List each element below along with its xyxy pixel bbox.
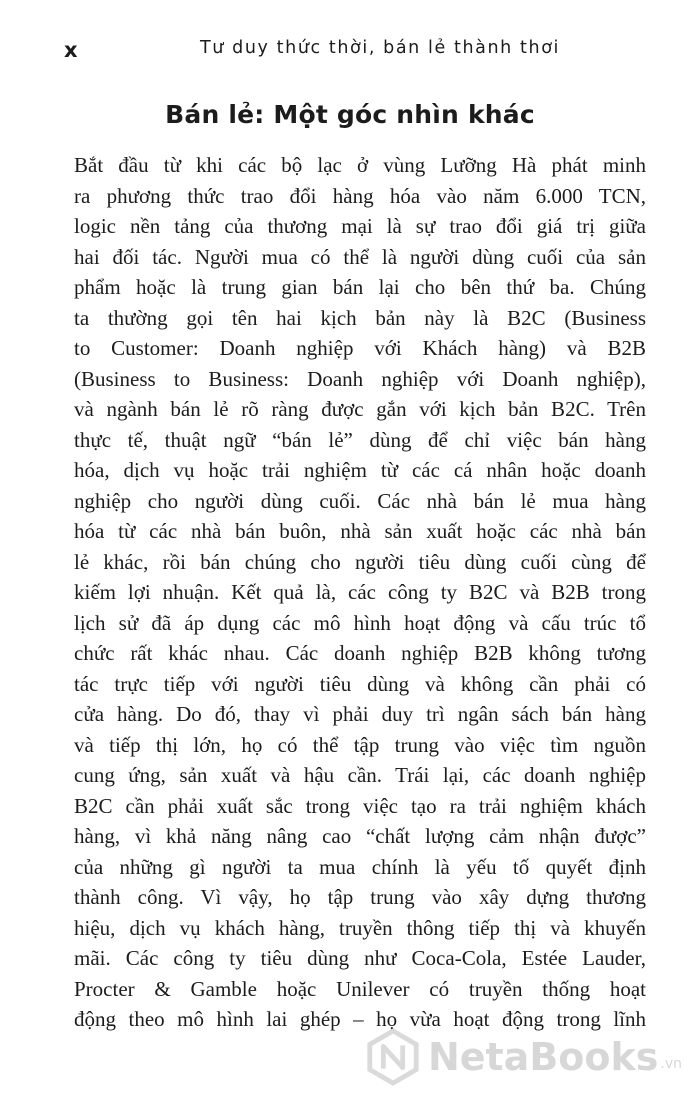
text-line: logic nền tảng của thương mại là sự trao đổi giá trị giữa <box>74 214 646 238</box>
text-line: thực tế, thuật ngữ “bán lẻ” dùng để chỉ việc bán hàng <box>74 427 646 452</box>
text-line: cung ứng, sản xuất và hậu cần. Trái lại, các doanh nghiệp <box>74 763 646 787</box>
text-line: và tiếp thị lớn, họ có thể tập trung vào việc tìm nguồn <box>74 732 646 757</box>
text-line: hiệu, dịch vụ khách hàng, truyền thông tiếp thị và khuyến <box>74 915 646 940</box>
text-line: tác trực tiếp với người tiêu dùng và không cần phải có <box>74 671 646 696</box>
text-line: phẩm hoặc là trung gian bán lại cho bên thứ ba. Chúng <box>74 275 646 299</box>
text-line: hóa, dịch vụ hoặc trải nghiệm từ các cá nhân hoặc doanh <box>74 458 646 482</box>
text-line: (Business to Business: Doanh nghiệp với Doanh nghiệp), <box>74 366 646 391</box>
watermark-brand: NetaBooks <box>427 1035 659 1079</box>
page-number: x <box>64 38 79 62</box>
text-line: thành công. Vì vậy, họ tập trung vào xây dựng thương <box>74 885 646 909</box>
text-line: chức rất khác nhau. Các doanh nghiệp B2B không tương <box>74 641 646 665</box>
text-line: động theo mô hình lai ghép – họ vừa hoạt động trong lĩnh <box>74 1007 646 1031</box>
text-line: cửa hàng. Do đó, thay vì phải duy trì ngân sách bán hàng <box>74 702 646 726</box>
text-line: mãi. Các công ty tiêu dùng như Coca-Cola, Estée Lauder, <box>74 946 646 970</box>
body-paragraph <box>74 150 646 1035</box>
text-line: kiếm lợi nhuận. Kết quả là, các công ty B2C và B2B trong <box>74 580 646 604</box>
text-line: và ngành bán lẻ rõ ràng được gắn với kịch bản B2C. Trên <box>74 397 646 421</box>
text-line: lẻ khác, rồi bán chúng cho người tiêu dùng cuối cùng để <box>74 549 646 574</box>
watermark-tld: .vn <box>660 1056 682 1072</box>
text-line: của những gì người ta mua chính là yếu tố quyết định <box>74 854 646 879</box>
text-line: Procter & Gamble hoặc Unilever có truyền thống hoạt <box>74 976 646 1001</box>
text-line: lịch sử đã áp dụng các mô hình hoạt động và cấu trúc tổ <box>74 610 646 635</box>
text-line: hóa từ các nhà bán buôn, nhà sản xuất hoặc các nhà bán <box>74 519 646 543</box>
text-line: Bắt đầu từ khi các bộ lạc ở vùng Lưỡng Hà phát minh <box>74 153 646 177</box>
text-line: hai đối tác. Người mua có thể là người dùng cuối của sản <box>74 244 646 269</box>
netabooks-logo-icon <box>364 1028 422 1086</box>
text-line: ra phương thức trao đổi hàng hóa vào năm 6.000 TCN, <box>74 183 646 208</box>
section-title: Bán lẻ: Một góc nhìn khác <box>165 100 535 129</box>
text-line: B2C cần phải xuất sắc trong việc tạo ra trải nghiệm khách <box>74 793 646 818</box>
text-line: hàng, vì khả năng nâng cao “chất lượng cảm nhận được” <box>74 824 646 848</box>
book-title: Tư duy thức thời, bán lẻ thành thơi <box>200 38 560 58</box>
watermark <box>364 1022 682 1092</box>
text-line: nghiệp cho người dùng cuối. Các nhà bán lẻ mua hàng <box>74 488 646 513</box>
running-header <box>0 32 700 72</box>
text-line: ta thường gọi tên hai kịch bản này là B2C (Business <box>74 305 646 330</box>
text-line: to Customer: Doanh nghiệp với Khách hàng) và B2B <box>74 336 646 360</box>
